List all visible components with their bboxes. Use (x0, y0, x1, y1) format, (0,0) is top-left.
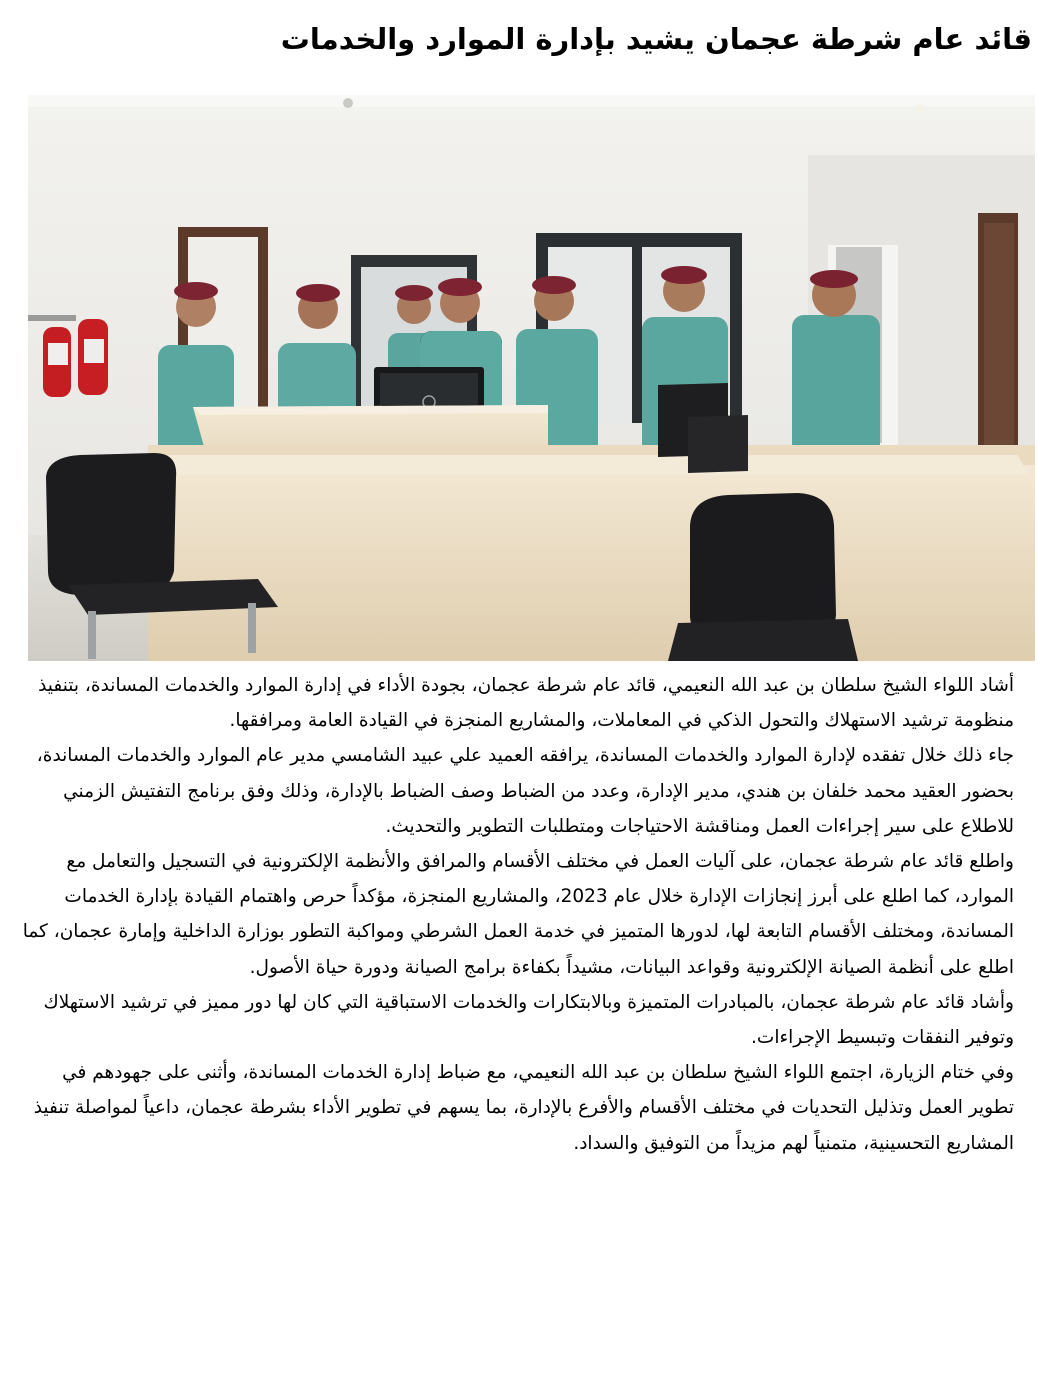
ceiling-strip (28, 95, 1035, 107)
news-photo (28, 95, 1035, 661)
article-paragraph-1: أشاد اللواء الشيخ سلطان بن عبد الله النعيمي، قائد عام شرطة عجمان، بجودة الأداء في إدارة الموارد والخدمات المساندة، بتنفيذ منظومة ترشيد الاستهلاك والتحول الذكي في المعاملات، والمشاريع المنجزة في القيادة العامة ومرافقها. (38, 675, 1014, 732)
camera-dome (343, 98, 353, 108)
office-chair-right (668, 493, 858, 661)
article-paragraph-5: وفي ختام الزيارة، اجتمع اللواء الشيخ سلطان بن عبد الله النعيمي، مع ضباط إدارة الخدمات المساندة، وأثنى على جهودهم في تطوير العمل وتذليل التحديات في مختلف الأقسام والأفرع بالإدارة، بما يسهم في تطوير الأداء بشرطة عجمان، داعياً لمواصلة تنفيذ المشاريع التحسينية، متمنياً لهم مزيداً من التوفيق والسداد. (33, 1062, 1014, 1154)
article-paragraph-3: واطلع قائد عام شرطة عجمان، على آليات العمل في مختلف الأقسام والمرافق والأنظمة الإلكترونية في التسجيل والتعامل مع الموارد، كما اطلع على أبرز إنجازات الإدارة خلال عام 2023، والمشاريع المنجزة، مؤكداً حرص واهتمام القيادة بإدارة الخدمات المساندة، ومختلف الأقسام التابعة لها، لدورها المتميز في خدمة العمل الشرطي ومواكبة التطور بوزارة الداخلية وإمارة عجمان، كما اطلع على أنظمة الصيانة الإلكترونية وقواعد البيانات، مشيداً بكفاءة برامج الصيانة ودورة حياة الأصول. (22, 851, 1014, 978)
ceiling-light (915, 104, 925, 114)
article-paragraph-2: جاء ذلك خلال تفقده لإدارة الموارد والخدمات المساندة، يرافقه العميد علي عبيد الشامسي مدير عام الموارد والخدمات المساندة، بحضور العقيد محمد خلفان بن هندي، مدير الإدارة، وعدد من الضباط وصف الضباط بالإدارة، وذلك وفق برنامج التفتيش الزمني للاطلاع على سير إجراءات العمل ومناقشة الاحتياجات ومتطلبات التطوير والتحديث. (36, 745, 1014, 837)
door-far-right (978, 213, 1018, 473)
article-body (18, 668, 1014, 1161)
article-headline: قائد عام شرطة عجمان يشيد بإدارة الموارد والخدمات (280, 22, 1032, 56)
article-paragraph-4: وأشاد قائد عام شرطة عجمان، بالمبادرات المتميزة وبالابتكارات والخدمات الاستباقية التي كان لها دور مميز في ترشيد الاستهلاك وتوفير النفقات وتبسيط الإجراءات. (43, 991, 1014, 1049)
